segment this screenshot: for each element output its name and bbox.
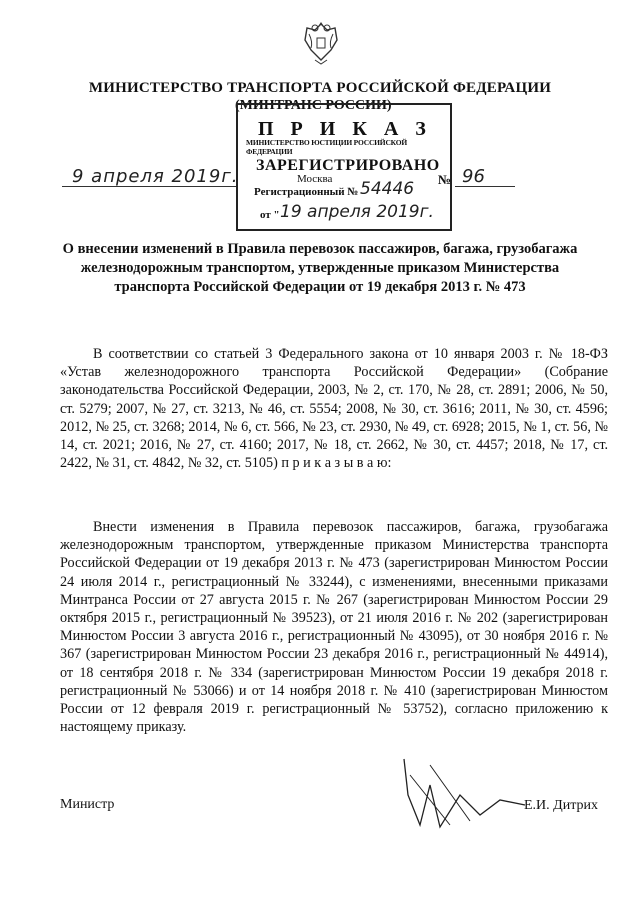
- stamp-title: ЗАРЕГИСТРИРОВАНО: [256, 157, 440, 174]
- coat-of-arms-emblem: [301, 20, 341, 66]
- signatory-position: Министр: [60, 797, 115, 812]
- document-type: П Р И К А З: [258, 118, 432, 140]
- stamp-organization: МИНИСТЕРСТВО ЮСТИЦИИ РОССИЙСКОЙ ФЕДЕРАЦИИ: [246, 138, 407, 156]
- stamp-registration-number: 54446: [360, 179, 415, 199]
- signatory-name: Е.И. Дитрих: [524, 798, 598, 813]
- ministry-name: МИНИСТЕРСТВО ТРАНСПОРТА РОССИЙСКОЙ ФЕДЕРАЦИИ: [88, 80, 552, 96]
- order-number-label: №: [438, 172, 452, 187]
- order-number: 96: [462, 166, 485, 187]
- paragraph-order: Внести изменения в Правила перевозок пассажиров, багажа, грузобагажа железнодорожным транспортом, утвержденные приказом Министерства транспорта Российской Федерации от 19 декабря 2013 г. № 473 (зарегистрирован Минюстом России 24 июля 2014 г., регистрационный № 33244), с изменениями, внесенными приказами Минтранса России от 27 августа 2015 г. № 267 (зарегистрирован Минюстом России 29 октября 2015 г., регистрационный № 39523), от 21 июля 2016 г. № 202 (зарегистрирован Минюстом России 3 августа 2016 г., регистрационный № 43095), от 30 ноября 2016 г. № 367 (зарегистрирован Минюстом России 23 декабря 2016 г., регистрационный № 44914), от 18 сентября 2018 г. № 334 (зарегистрирован Минюстом России 19 декабря 2018 г. регистрационный № 53066) и от 14 ноября 2018 г. № 410 (зарегистрирован Минюстом России от 12 февраля 2019 г. регистрационный № 53752), согласно приложению к настоящему приказу.: [60, 519, 608, 736]
- stamp-from-label: от ": [260, 209, 280, 221]
- stamp-date: 19 апреля 2019г.: [280, 202, 434, 222]
- paragraph-preamble: В соответствии со статьей 3 Федерального закона от 10 января 2003 г. № 18-ФЗ «Устав железнодорожного транспорта Российской Федерации» (Собрание законодательства Российской Федерации, 2003, № 2, ст. 170, № 28, ст. 2891; 2006, № 50, ст. 5279; 2007, № 27, ст. 3213, № 46, ст. 5554; 2008, № 30, ст. 3616; 2011, № 30, ст. 4596; 2012, № 25, ст. 3268; 2014, № 6, ст. 566, № 23, ст. 2930, № 49, ст. 6928; 2015, № 1, ст. 56, № 14, ст. 2021; 2016, № 27, ст. 4160; 2017, № 18, ст. 2662, № 30, ст. 4457; 2018, № 17, ст. 2422, № 31, ст. 4842, № 32, ст. 5105) п р и к а з ы в а ю:: [60, 346, 608, 472]
- stamp-registration-label: Регистрационный №: [254, 186, 359, 198]
- ministry-short-name: (МИНТРАНС РОССИИ): [235, 98, 392, 113]
- document-title: О внесении изменений в Правила перевозок пассажиров, багажа, грузобагажа железнодорожным транспортом, утвержденные приказом Министерства транспорта Российской Федерации от 19 декабря 2013 г. № 473: [62, 241, 578, 295]
- order-date: 9 апреля 2019г.: [72, 166, 239, 187]
- date-underline: [62, 186, 236, 187]
- handwritten-signature: [400, 755, 530, 835]
- number-underline: [455, 186, 515, 187]
- city: Москва: [297, 173, 333, 185]
